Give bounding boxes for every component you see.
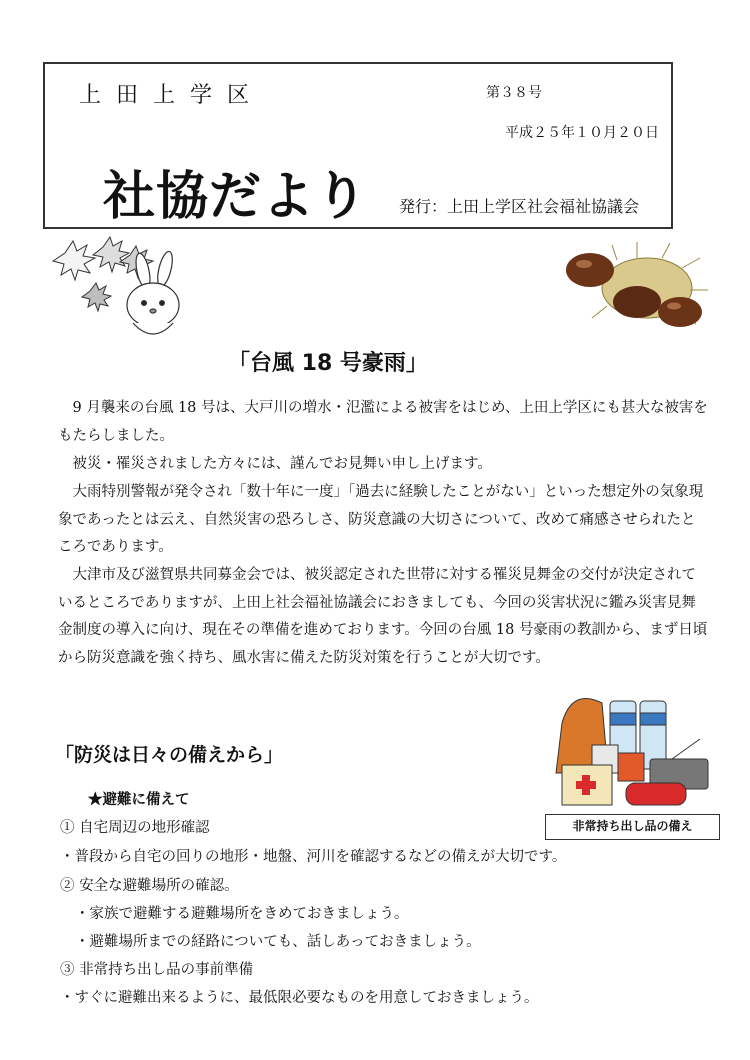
item-title: ② 安全な避難場所の確認。 — [60, 878, 239, 894]
item-line: ・すぐに避難出来るように、最低限必要なものを用意しておきましょう。 — [60, 990, 539, 1006]
chestnut-illustration — [562, 240, 712, 340]
rabbit-leaves-illustration — [45, 233, 195, 343]
article-paragraph: 大津市及び滋賀県共同募金会では、被災認定された世帯に対する罹災見舞金の交付が決定されているところでありますが、上田上社会福祉協議会におきましても、今回の災害状況に鑑み災害見舞金制度の導入に向け、現在その準備を進めております。今回の台風 18 号豪雨の教訓から、まず日頃から防災意識を強く持ち、風水害に備えた防災対策を行うことが大切です。 — [58, 567, 708, 666]
item-title: ① 自宅周辺の地形確認 — [60, 820, 210, 836]
masthead — [43, 62, 673, 229]
issue-number: 第３８号 — [486, 85, 542, 101]
image-caption: 非常持ち出し品の備え — [545, 814, 720, 840]
publisher: 発行：上田上学区社会福祉協議会 — [399, 197, 640, 216]
chestnut-icon — [658, 297, 702, 327]
canned-food-icon — [618, 753, 644, 781]
section-subheading: ★避難に備えて — [88, 791, 190, 808]
article-heading: 「台風 18 号豪雨」 — [228, 351, 428, 376]
item-line: ・避難場所までの経路についても、話しあっておきましょう。 — [75, 934, 481, 950]
maple-leaf-icon — [53, 241, 95, 280]
article-paragraph: 9 月襲来の台風 18 号は、大戸川の増水・氾濫による被害をはじめ、上田上学区にも甚大な被害をもたらしました。 — [58, 400, 708, 444]
item-line: ・普段から自宅の回りの地形・地盤、河川を確認するなどの備えが大切です。 — [60, 849, 567, 865]
flashlight-icon — [626, 783, 686, 805]
chestnut-icon — [566, 253, 614, 287]
maple-leaf-icon — [93, 237, 129, 272]
article-paragraph: 大雨特別警報が発令され「数十年に一度」「過去に経験したことがない」といった想定外の気象現象であったとは云え、自然災害の恐ろしさ、防災意識の大切さについて、改めて痛感させられたところであります。 — [58, 484, 704, 556]
section-heading: 「防災は日々の備えから」 — [55, 744, 284, 766]
item-title: ③ 非常持ち出し品の事前準備 — [60, 962, 254, 978]
district-name: 上田上学区 — [79, 83, 265, 108]
chestnut-icon — [613, 286, 661, 318]
issue-date: 平成２５年１０月２０日 — [505, 125, 659, 141]
newsletter-title: 社協だより — [103, 167, 369, 227]
maple-leaf-icon — [82, 283, 111, 311]
item-line: ・家族で避難する避難場所をきめておきましょう。 — [75, 906, 409, 922]
emergency-supplies-illustration — [552, 683, 722, 811]
article-paragraph: 被災・罹災されました方々には、謹んでお見舞い申し上げます。 — [72, 456, 492, 472]
